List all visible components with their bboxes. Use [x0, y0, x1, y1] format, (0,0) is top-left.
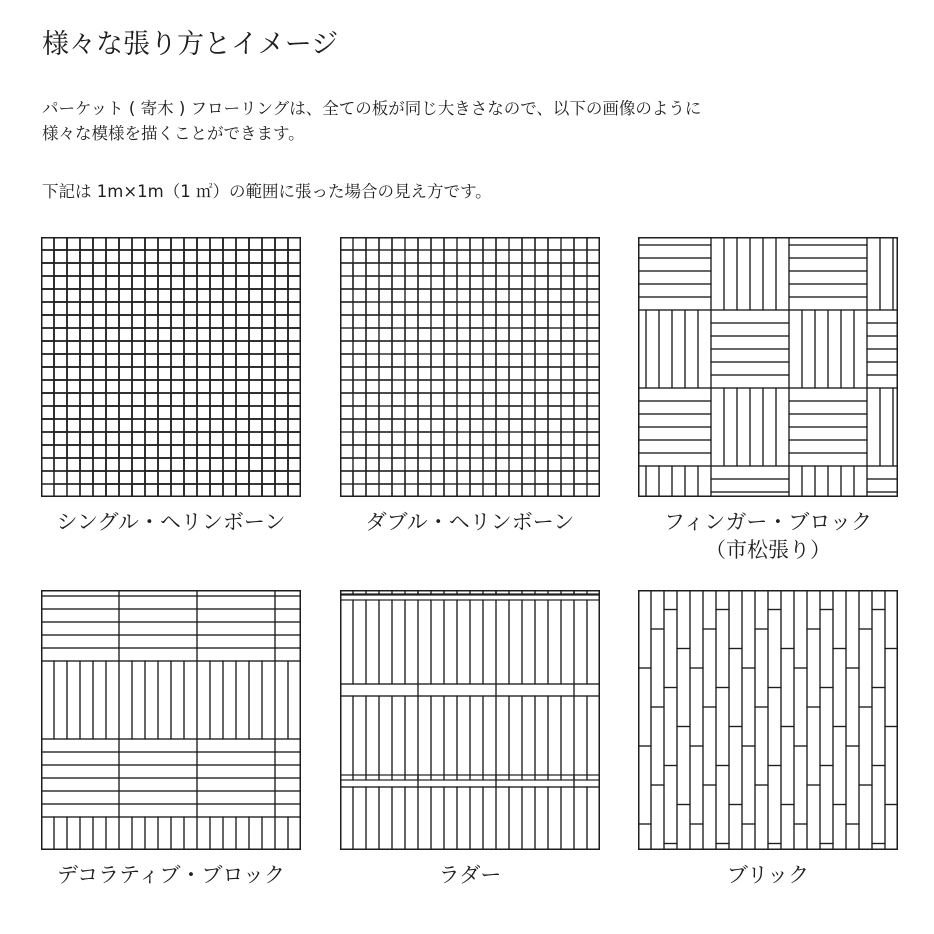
plank — [41, 302, 54, 315]
plank — [80, 432, 93, 497]
plank — [184, 237, 197, 302]
plank — [236, 237, 249, 302]
plank — [158, 237, 171, 276]
plank — [236, 237, 249, 276]
plank — [41, 458, 106, 471]
plank — [41, 250, 80, 263]
plank — [288, 432, 301, 497]
plank — [41, 354, 106, 367]
double-herringbone-illustration — [340, 237, 600, 497]
single-herringbone-illustration — [41, 237, 301, 497]
plank — [236, 432, 249, 497]
plank — [106, 237, 119, 276]
intro-line-1: パーケット ( 寄木 ) フローリングは、全ての板が同じ大きさなので、以下の画像のように — [42, 99, 702, 118]
plank — [132, 432, 145, 497]
plank — [288, 380, 301, 393]
plank — [106, 484, 119, 497]
plank — [158, 237, 171, 250]
plank — [236, 276, 301, 289]
plank — [54, 432, 67, 497]
plank — [262, 250, 301, 263]
plank — [41, 328, 106, 341]
plank — [210, 237, 223, 276]
plank — [158, 237, 171, 302]
plank — [262, 432, 301, 445]
plank — [236, 432, 301, 445]
intro-line-2: 様々な模様を描くことができます。 — [42, 124, 305, 143]
plank — [41, 302, 80, 315]
plank — [184, 484, 197, 497]
plank — [41, 328, 54, 341]
plank — [106, 432, 119, 497]
plank — [288, 328, 301, 341]
plank — [132, 237, 145, 250]
plank — [288, 237, 301, 250]
plank — [288, 250, 301, 263]
plank — [288, 406, 301, 419]
plank — [41, 354, 80, 367]
plank — [106, 458, 119, 497]
plank — [210, 458, 223, 497]
plank — [262, 354, 301, 367]
plank — [262, 432, 275, 497]
intro-paragraph — [42, 96, 701, 146]
plank — [262, 237, 275, 250]
plank — [236, 458, 301, 471]
plank — [236, 328, 301, 341]
plank — [262, 484, 275, 497]
plank — [288, 237, 301, 276]
plank — [41, 276, 54, 289]
plank — [41, 484, 106, 497]
plank — [262, 237, 275, 276]
plank — [236, 484, 301, 497]
plank — [41, 432, 106, 445]
plank — [41, 380, 54, 393]
plank — [236, 237, 249, 250]
plank — [158, 458, 171, 497]
plank — [106, 237, 119, 302]
plank — [236, 458, 249, 497]
plank — [54, 237, 67, 276]
plank — [236, 380, 301, 393]
plank — [236, 354, 301, 367]
plank — [288, 354, 301, 367]
plank — [262, 484, 301, 497]
plank — [80, 237, 93, 276]
plank — [41, 432, 54, 445]
plank — [41, 276, 80, 289]
plank — [41, 406, 54, 419]
plank — [236, 250, 301, 263]
plank — [54, 237, 67, 302]
plank-group — [340, 237, 600, 497]
page-title: 様々な張り方とイメージ — [42, 29, 339, 60]
plank — [262, 458, 301, 471]
plank — [236, 484, 249, 497]
plank — [262, 380, 301, 393]
plank — [132, 237, 145, 276]
plank — [210, 237, 223, 250]
plank — [41, 276, 106, 289]
plank — [288, 276, 301, 289]
plank — [41, 354, 54, 367]
plank — [262, 237, 275, 302]
plank — [41, 432, 80, 445]
pattern-card-double-herringbone — [340, 237, 600, 536]
plank — [41, 328, 80, 341]
plank — [288, 484, 301, 497]
plank — [262, 328, 301, 341]
plank — [41, 406, 80, 419]
plank — [288, 237, 301, 302]
plank — [262, 276, 301, 289]
plank — [184, 458, 197, 497]
plank — [288, 484, 301, 497]
plank — [132, 484, 145, 497]
plank — [184, 237, 197, 250]
pattern-card-single-herringbone — [41, 237, 301, 536]
plank — [80, 237, 93, 250]
plank — [80, 237, 93, 302]
plank — [41, 250, 106, 263]
plank — [54, 237, 67, 250]
plank — [41, 380, 80, 393]
plank — [158, 484, 171, 497]
plank — [288, 458, 301, 497]
plank — [288, 432, 301, 445]
plank — [236, 302, 301, 315]
plank — [262, 458, 275, 497]
plank — [41, 250, 54, 263]
plank — [41, 406, 106, 419]
plank — [158, 432, 171, 497]
plank — [41, 458, 80, 471]
plank — [288, 458, 301, 471]
area-note: 下記は 1m×1m（1 ㎡）の範囲に張った場合の見え方です。 — [42, 182, 492, 201]
plank — [184, 237, 197, 276]
plank — [210, 432, 223, 497]
plank — [184, 432, 197, 497]
plank-group — [41, 237, 301, 497]
plank — [41, 380, 106, 393]
plank — [41, 302, 106, 315]
pattern-label-single-herringbone — [21, 508, 321, 536]
plank — [106, 237, 119, 250]
plank — [132, 237, 145, 302]
pattern-label-text: シングル・ヘリンボーン — [56, 510, 286, 534]
plank — [236, 406, 301, 419]
plank — [80, 458, 93, 497]
plank — [262, 406, 301, 419]
plank — [288, 302, 301, 315]
plank — [132, 458, 145, 497]
plank — [262, 302, 301, 315]
plank — [210, 237, 223, 302]
plank — [210, 484, 223, 497]
